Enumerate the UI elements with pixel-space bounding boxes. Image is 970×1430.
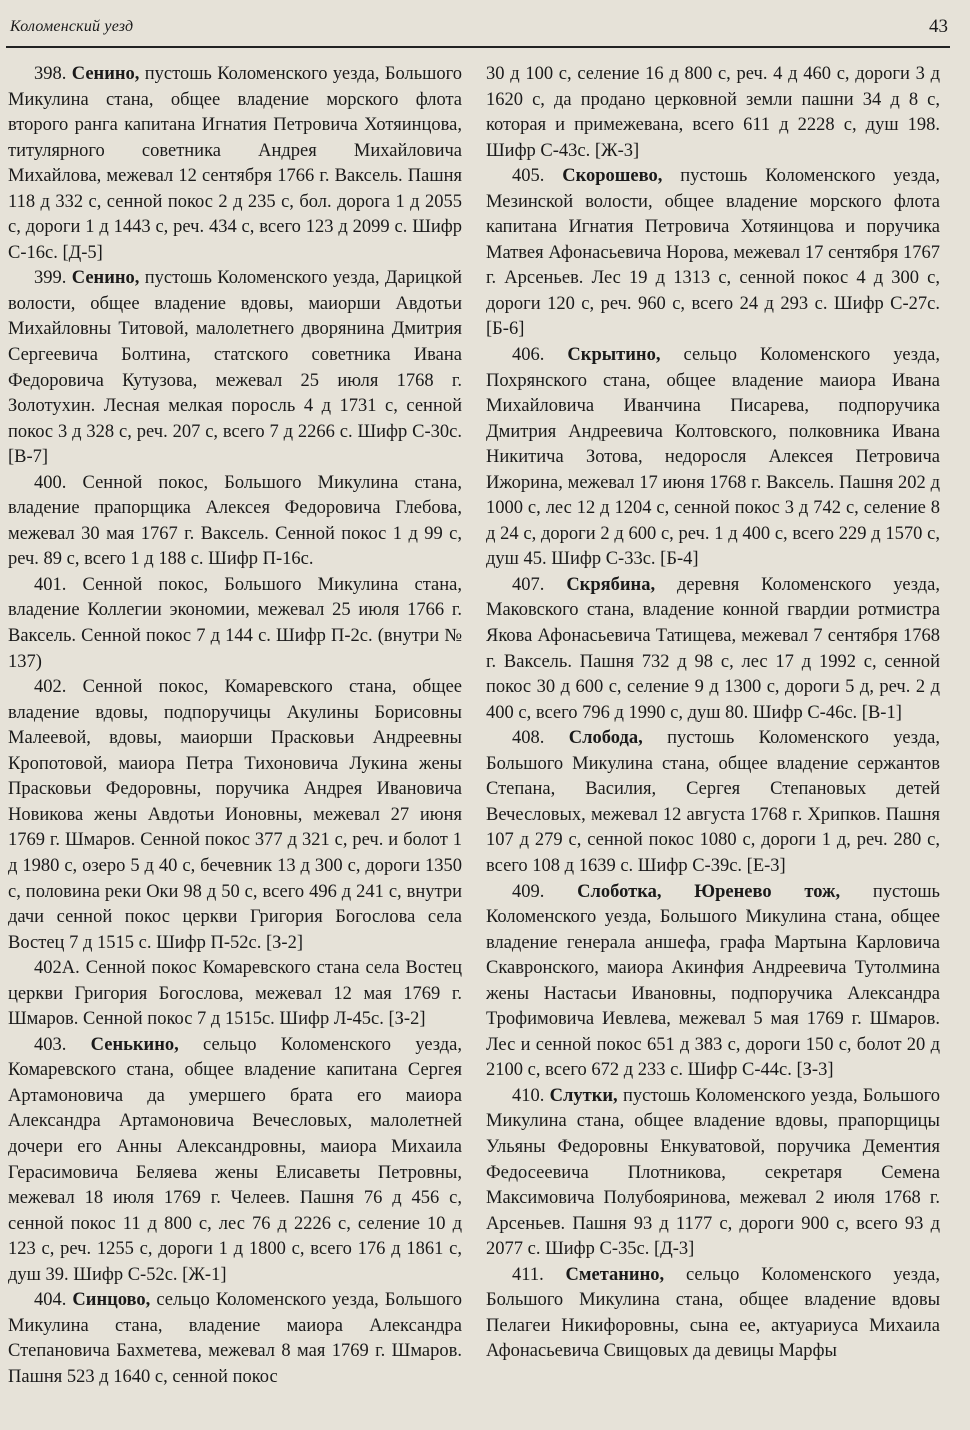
entry-text: Сенной покос, Большого Микулина стана, владение Коллегии экономии, межевал 25 июля 1766 г. Ваксель. Сенной покос 7 д 144 с. Шифр П-2с. (внутри № 137) — [8, 574, 463, 672]
page-number: 43 — [929, 16, 948, 37]
right-column — [486, 62, 940, 1365]
catalog-entry — [486, 164, 940, 343]
entry-number: 404. — [34, 1290, 67, 1311]
entry-title: Сенино, — [71, 64, 140, 84]
entry-number: 409. — [512, 881, 545, 902]
entry-text: деревня Коломенского уезда, Маковского стана, владение конной гвардии ротмистра Якова Афонасьевича Татищева, межевал 7 сентября 1768 г. Ваксель. Пашня 732 д 98 с, лес 17 д 1992 с, сенной покос 30 д 600 с, селение 9 д 1300 с, дороги 5 д, реч. 2 д 400 с, всего 796 д 1990 с, душ 80. Шифр С-46с. [В-1] — [486, 574, 941, 723]
entry-title: Сенино, — [71, 268, 140, 289]
entry-text: Сенной покос, Большого Микулина стана, владение прапорщика Алексея Федоровича Глебова, межевал 30 мая 1767 г. Ваксель. Сенной покос 1 д 99 с, реч. 89 с, всего 1 д 188 с. Шифр П-16с. — [8, 472, 463, 570]
catalog-entry — [8, 1033, 462, 1288]
entry-number: 398. — [34, 64, 67, 84]
catalog-entry — [486, 880, 940, 1084]
page-header — [6, 16, 950, 42]
catalog-entry — [486, 573, 940, 726]
entry-text: сельцо Коломенского уезда, Комаревского стана, общее владение капитана Сергея Артамоновича да умершего брата его маиора Александра Артамоновича Вечесловых, малолетней дочери его Анны Александровны, маиора Михаила Герасимовича Беляева жены Елисаветы Петровны, межевал 18 июля 1769 г. Челеев. Пашня 76 д 456 с, сенной покос 11 д 800 с, лес 76 д 2226 с, селение 10 д 123 с, реч. 1255 с, дороги 1 д 1800 с, всего 176 д 1861 с, душ 39. Шифр С-52с. [Ж-1] — [8, 1034, 462, 1285]
entry-text: пустошь Коломенского уезда, Большого Микулина стана, общее владение вдовы, прапорщицы Ульяны Федоровны Енкуватовой, поручика Дементия Федосеевича Плотникова, секретаря Семена Максимовича Полубояринова, межевал 2 июля 1768 г. Арсеньев. Пашня 93 д 1177 с, дороги 900 с, всего 93 д 2077 с. Шифр С-35с. [Д-3] — [486, 1085, 941, 1260]
entry-title: Скрытино, — [567, 345, 661, 366]
catalog-entry — [486, 726, 940, 879]
catalog-entry — [8, 956, 462, 1033]
catalog-entry — [8, 471, 462, 573]
running-head: Коломенский уезд — [10, 18, 134, 35]
catalog-entry — [486, 1084, 940, 1263]
left-column — [8, 62, 462, 1390]
entry-number: 402А. — [34, 958, 80, 979]
catalog-entry — [8, 266, 462, 470]
entry-text: сельцо Коломенского уезда, Большого Микулина стана, владение маиора Александра Степановича Бахметева, межевал 8 мая 1769 г. Шмаров. Пашня 523 д 1640 с, сенной покос — [8, 1290, 462, 1387]
entry-title: Слоботка, Юренево тож, — [577, 881, 841, 902]
header-rule — [6, 46, 950, 48]
entry-title: Сметанино, — [565, 1264, 665, 1285]
entry-number: 400. — [34, 472, 67, 493]
entry-title: Слутки, — [549, 1085, 618, 1106]
entry-title: Скорошево, — [562, 166, 663, 187]
entry-number: 407. — [512, 574, 545, 595]
catalog-entry — [8, 1288, 462, 1390]
entry-number: 401. — [34, 574, 67, 595]
entry-number: 411. — [512, 1264, 544, 1285]
catalog-entry — [8, 675, 462, 956]
entry-text: Сенной покос, Комаревского стана, общее владение вдовы, подпоручицы Акулины Борисовны Малеевой, вдовы, маиорши Прасковьи Андреевны Кропотовой, маиора Петра Тихоновича Лукина жены Прасковьи Федоровны, поручика Андрея Ивановича Новикова жены Авдотьи Ионовны, межевал 27 июня 1769 г. Шмаров. Сенной покос 377 д 321 с, реч. и болот 1 д 1980 с, озеро 5 д 40 с, бечевник 13 д 300 с, дороги 1350 с, половина реки Оки 98 д 50 с, всего 496 д 241 с, внутри дачи сенной покос церкви Григория Богослова села Востец 7 д 1515 с. Шифр П-52с. [З-2] — [8, 677, 463, 953]
entry-text: сельцо Коломенского уезда, Похрянского стана, общее владение маиора Ивана Михайловича Иванчина Писарева, подпоручика Дмитрия Андреевича Колтовского, полковника Ивана Никитича Зотова, недоросля Алексея Петровича Ижорина, межевал 17 июня 1768 г. Ваксель. Пашня 202 д 1000 с, лес 12 д 1204 с, сенной покос 3 д 742 с, селение 8 д 24 с, дороги 2 д 600 с, реч. 1 д 400 с, всего 229 д 1570 с, душ 45. Шифр С-33с. [Б-4] — [486, 345, 940, 570]
entry-text: Сенной покос Комаревского стана села Востец церкви Григория Богослова, межевал 12 мая 1769 г. Шмаров. Сенной покос 7 д 1515с. Шифр Л-45с. [З-2] — [8, 958, 463, 1030]
entry-title: Сенькино, — [90, 1034, 179, 1055]
entry-text: пустошь Коломенского уезда, Большого Микулина стана, общее владение сержантов Степана, Василия, Сергея Степановых детей Вечесловых, межевал 12 августа 1768 г. Хрипков. Пашня 107 д 279 с, сенной покос 1080 с, дороги 1 д, реч. 280 с, всего 108 д 1639 с. Шифр С-39с. [Е-3] — [486, 728, 941, 876]
catalog-entry — [486, 343, 940, 573]
entry-title: Синцово, — [72, 1290, 151, 1311]
entry-text: сельцо Коломенского уезда, Большого Микулина стана, общее владение вдовы Пелагеи Никифоровны, сына ее, актуариуса Михаила Афонасьевича Свищовых да девицы Марфы — [486, 1264, 940, 1362]
entry-number: 405. — [512, 166, 545, 187]
entry-number: 403. — [34, 1034, 67, 1055]
entry-number: 399. — [34, 268, 67, 289]
entry-text: 30 д 100 с, селение 16 д 800 с, реч. 4 д 460 с, дороги 3 д 1620 с, да продано церковной земли пашни 34 д 8 с, которая и примежевана, всего 611 д 2228 с, душ 198. Шифр С-43с. [Ж-3] — [486, 64, 940, 161]
catalog-entry — [8, 573, 462, 675]
entry-number: 406. — [512, 345, 545, 366]
entry-number: 402. — [34, 677, 67, 698]
entry-text: пустошь Коломенского уезда, Большого Микулина стана, общее владение морского флота второго ранга капитана Игнатия Петровича Хотяинцова, титулярного советника Андрея Михайловича Михайлова, межевал 12 сентября 1766 г. Ваксель. Пашня 118 д 332 с, сенной покос 2 д 235 с, бол. дорога 1 д 2055 с, дороги 1 д 1443 с, реч. 434 с, всего 123 д 2099 с. Шифр С-16с. [Д-5] — [8, 64, 463, 263]
entry-number: 408. — [512, 728, 545, 749]
entry-text: пустошь Коломенского уезда, Дарицкой волости, общее владение вдовы, маиорши Авдотьи Михайловны Титовой, малолетнего дворянина Дмитрия Сергеевича Болтина, статского советника Ивана Федоровича Кутузова, межевал 25 июля 1768 г. Золотухин. Лесная мелкая поросль 4 д 1731 с, сенной покос 3 д 328 с, реч. 207 с, всего 7 д 2266 с. Шифр С-30с. [В-7] — [8, 268, 463, 468]
catalog-entry — [8, 62, 462, 266]
entry-title: Скрябина, — [566, 574, 656, 595]
catalog-entry — [486, 62, 940, 164]
entry-title: Слобода, — [568, 728, 643, 749]
entry-number: 410. — [512, 1085, 545, 1106]
catalog-entry — [486, 1263, 940, 1365]
entry-text: пустошь Коломенского уезда, Большого Микулина стана, общее владение генерала аншефа, графа Мартына Карловича Скавронского, маиора Акинфия Андреевича Тутолмина жены Настасьи Ивановны, подпоручика Александра Трофимовича Иевлева, межевал 5 мая 1769 г. Шмаров. Лес и сенной покос 651 д 383 с, дороги 150 с, болот 20 д 2100 с, всего 672 д 233 с. Шифр С-44с. [З-3] — [486, 881, 940, 1081]
entry-text: пустошь Коломенского уезда, Мезинской волости, общее владение морского флота капитана Игнатия Петровича Хотяинцова и поручика Матвея Афонасьевича Норова, межевал 17 сентября 1767 г. Арсеньев. Лес 19 д 1313 с, сенной покос 4 д 300 с, дороги 120 с, реч. 960 с, всего 24 д 293 с. Шифр С-27с. [Б-6] — [486, 166, 941, 340]
